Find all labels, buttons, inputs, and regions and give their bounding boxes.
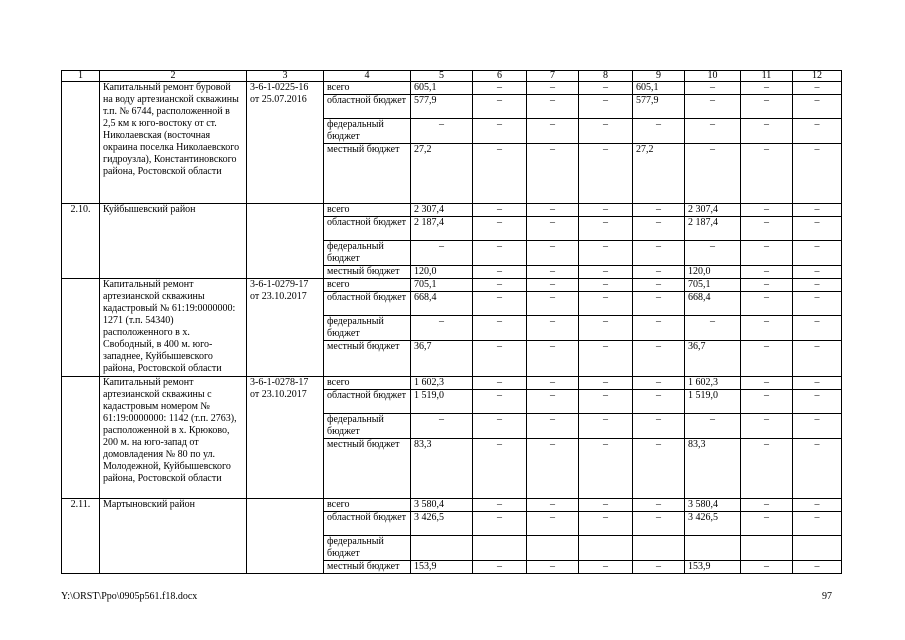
value-cell xyxy=(793,536,842,561)
header-cell: 2 xyxy=(100,71,247,82)
value-cell: – xyxy=(527,217,579,241)
header-cell: 11 xyxy=(741,71,793,82)
value-cell: 153,9 xyxy=(685,561,741,574)
value-cell: 2 307,4 xyxy=(411,204,473,217)
value-cell: 83,3 xyxy=(685,439,741,499)
row-number xyxy=(62,279,100,377)
value-cell: 27,2 xyxy=(633,144,685,204)
value-cell: – xyxy=(473,204,527,217)
value-cell: – xyxy=(793,390,842,414)
value-cell: 1 519,0 xyxy=(411,390,473,414)
value-cell: 36,7 xyxy=(685,341,741,377)
value-cell: – xyxy=(579,119,633,144)
value-cell: – xyxy=(793,341,842,377)
value-cell: – xyxy=(793,266,842,279)
value-cell: 83,3 xyxy=(411,439,473,499)
header-cell: 3 xyxy=(247,71,324,82)
value-cell xyxy=(527,536,579,561)
value-cell xyxy=(473,536,527,561)
value-cell: – xyxy=(793,377,842,390)
value-cell: – xyxy=(685,95,741,119)
funding-source-label: областной бюджет xyxy=(324,292,411,316)
document-code xyxy=(247,204,324,279)
value-cell: – xyxy=(473,144,527,204)
value-cell: – xyxy=(473,512,527,536)
value-cell: – xyxy=(473,119,527,144)
value-cell: – xyxy=(579,82,633,95)
header-cell: 6 xyxy=(473,71,527,82)
header-cell: 8 xyxy=(579,71,633,82)
value-cell: – xyxy=(741,204,793,217)
value-cell: – xyxy=(741,119,793,144)
value-cell: – xyxy=(579,561,633,574)
object-name: Капитальный ремонт артезианской скважины с кадастровым номером № 61:19:0000000: 1142 (т.п. 2763), расположенной в х. Крюково, 200 м. на юго-запад от домовладения № 80 по ул. Молодежной, Куйбышевского района, Ростовской области xyxy=(100,377,247,499)
value-cell: 27,2 xyxy=(411,144,473,204)
value-cell: – xyxy=(527,377,579,390)
value-cell: – xyxy=(793,241,842,266)
object-name: Капитальный ремонт артезианской скважины кадастровый № 61:19:0000000: 1271 (т.п. 54340) расположенного в х. Свободный, в 400 м. юго-западнее, Куйбышевского района, Ростовской области xyxy=(100,279,247,377)
value-cell: – xyxy=(527,316,579,341)
funding-source-label: областной бюджет xyxy=(324,95,411,119)
value-cell xyxy=(741,536,793,561)
value-cell: 153,9 xyxy=(411,561,473,574)
value-cell: – xyxy=(527,204,579,217)
row-number xyxy=(62,82,100,204)
footer-page-number: 97 xyxy=(822,591,832,602)
value-cell: 605,1 xyxy=(633,82,685,95)
value-cell: – xyxy=(527,390,579,414)
header-cell: 4 xyxy=(324,71,411,82)
table-row xyxy=(62,204,842,217)
value-cell: – xyxy=(579,95,633,119)
value-cell: – xyxy=(527,266,579,279)
value-cell: – xyxy=(579,217,633,241)
value-cell: 3 580,4 xyxy=(685,499,741,512)
value-cell: – xyxy=(579,292,633,316)
value-cell: – xyxy=(579,377,633,390)
value-cell: – xyxy=(473,499,527,512)
budget-table xyxy=(61,70,842,574)
value-cell: 668,4 xyxy=(411,292,473,316)
value-cell: 668,4 xyxy=(685,292,741,316)
value-cell: 577,9 xyxy=(633,95,685,119)
value-cell: – xyxy=(633,390,685,414)
value-cell: – xyxy=(527,341,579,377)
value-cell xyxy=(411,536,473,561)
value-cell: 705,1 xyxy=(685,279,741,292)
value-cell: – xyxy=(633,512,685,536)
value-cell: – xyxy=(527,512,579,536)
value-cell: – xyxy=(741,341,793,377)
value-cell: – xyxy=(527,95,579,119)
funding-source-label: местный бюджет xyxy=(324,561,411,574)
value-cell: – xyxy=(685,316,741,341)
value-cell: – xyxy=(473,292,527,316)
value-cell: – xyxy=(633,316,685,341)
value-cell: – xyxy=(685,414,741,439)
header-cell: 10 xyxy=(685,71,741,82)
value-cell: – xyxy=(473,82,527,95)
funding-source-label: федеральный бюджет xyxy=(324,414,411,439)
value-cell: – xyxy=(741,144,793,204)
value-cell: – xyxy=(473,341,527,377)
value-cell: – xyxy=(633,204,685,217)
value-cell: – xyxy=(633,414,685,439)
value-cell: – xyxy=(473,279,527,292)
value-cell xyxy=(579,536,633,561)
value-cell: 3 426,5 xyxy=(411,512,473,536)
value-cell: – xyxy=(741,390,793,414)
value-cell: – xyxy=(473,316,527,341)
value-cell: – xyxy=(579,341,633,377)
value-cell: – xyxy=(579,512,633,536)
value-cell: – xyxy=(793,82,842,95)
document-code: 3-6-1-0225-16 от 25.07.2016 xyxy=(247,82,324,204)
value-cell: – xyxy=(473,217,527,241)
value-cell: – xyxy=(685,119,741,144)
value-cell: – xyxy=(527,439,579,499)
value-cell: – xyxy=(793,414,842,439)
value-cell: – xyxy=(741,292,793,316)
value-cell: – xyxy=(473,414,527,439)
value-cell: – xyxy=(527,82,579,95)
value-cell: – xyxy=(527,241,579,266)
value-cell: – xyxy=(633,241,685,266)
value-cell: – xyxy=(473,561,527,574)
value-cell: 577,9 xyxy=(411,95,473,119)
value-cell: – xyxy=(741,561,793,574)
value-cell: – xyxy=(741,512,793,536)
value-cell: – xyxy=(741,217,793,241)
funding-source-label: всего xyxy=(324,499,411,512)
object-name: Куйбышевский район xyxy=(100,204,247,279)
header-cell: 9 xyxy=(633,71,685,82)
table-row xyxy=(62,82,842,95)
value-cell: – xyxy=(579,204,633,217)
value-cell: – xyxy=(633,499,685,512)
value-cell: 605,1 xyxy=(411,82,473,95)
value-cell: – xyxy=(579,144,633,204)
value-cell: 2 187,4 xyxy=(411,217,473,241)
table-row xyxy=(62,377,842,390)
value-cell: – xyxy=(633,292,685,316)
value-cell: 1 602,3 xyxy=(685,377,741,390)
value-cell: – xyxy=(527,292,579,316)
value-cell: 1 602,3 xyxy=(411,377,473,390)
value-cell: – xyxy=(633,119,685,144)
value-cell: – xyxy=(527,561,579,574)
table-row xyxy=(62,279,842,292)
value-cell: 2 307,4 xyxy=(685,204,741,217)
footer-file-path: Y:\ORST\Ppo\0905p561.f18.docx xyxy=(61,591,198,602)
funding-source-label: местный бюджет xyxy=(324,266,411,279)
value-cell: – xyxy=(741,279,793,292)
value-cell: – xyxy=(633,561,685,574)
value-cell: – xyxy=(741,95,793,119)
value-cell: – xyxy=(527,414,579,439)
funding-source-label: областной бюджет xyxy=(324,512,411,536)
value-cell: – xyxy=(793,292,842,316)
object-name: Капитальный ремонт буровой на воду артезианской скважины т.п. № 6744, расположенной в 2,5 км к юго-востоку от ст. Николаевская (восточная окраина поселка Николаевского гидроузла), Константиновского района, Ростовской области xyxy=(100,82,247,204)
value-cell: – xyxy=(793,499,842,512)
value-cell: – xyxy=(633,377,685,390)
value-cell: – xyxy=(685,82,741,95)
value-cell: – xyxy=(793,217,842,241)
funding-source-label: всего xyxy=(324,377,411,390)
funding-source-label: местный бюджет xyxy=(324,439,411,499)
object-name: Мартыновский район xyxy=(100,499,247,574)
funding-source-label: местный бюджет xyxy=(324,144,411,204)
value-cell: – xyxy=(741,414,793,439)
value-cell: – xyxy=(411,316,473,341)
value-cell: – xyxy=(741,241,793,266)
value-cell xyxy=(633,536,685,561)
value-cell: – xyxy=(579,414,633,439)
value-cell: 1 519,0 xyxy=(685,390,741,414)
value-cell: – xyxy=(473,390,527,414)
funding-source-label: областной бюджет xyxy=(324,390,411,414)
value-cell: 705,1 xyxy=(411,279,473,292)
funding-source-label: федеральный бюджет xyxy=(324,316,411,341)
value-cell: – xyxy=(633,266,685,279)
value-cell: – xyxy=(579,279,633,292)
document-code xyxy=(247,499,324,574)
row-number: 2.10. xyxy=(62,204,100,279)
row-number xyxy=(62,377,100,499)
value-cell: – xyxy=(633,341,685,377)
value-cell: – xyxy=(579,439,633,499)
value-cell: – xyxy=(473,95,527,119)
value-cell: – xyxy=(411,241,473,266)
value-cell: – xyxy=(793,95,842,119)
value-cell: – xyxy=(473,439,527,499)
value-cell: – xyxy=(579,390,633,414)
value-cell: – xyxy=(741,439,793,499)
value-cell: – xyxy=(793,512,842,536)
value-cell: – xyxy=(633,217,685,241)
value-cell: – xyxy=(685,144,741,204)
value-cell: – xyxy=(741,266,793,279)
value-cell: – xyxy=(473,241,527,266)
value-cell: 3 580,4 xyxy=(411,499,473,512)
value-cell: – xyxy=(793,119,842,144)
value-cell: – xyxy=(633,439,685,499)
header-row xyxy=(62,71,842,82)
value-cell: – xyxy=(793,144,842,204)
row-number: 2.11. xyxy=(62,499,100,574)
value-cell: – xyxy=(473,377,527,390)
value-cell: – xyxy=(473,266,527,279)
value-cell: 2 187,4 xyxy=(685,217,741,241)
funding-source-label: всего xyxy=(324,82,411,95)
value-cell: 120,0 xyxy=(685,266,741,279)
value-cell: – xyxy=(527,499,579,512)
value-cell: – xyxy=(793,204,842,217)
value-cell: – xyxy=(527,279,579,292)
funding-source-label: федеральный бюджет xyxy=(324,536,411,561)
funding-source-label: всего xyxy=(324,279,411,292)
header-cell: 12 xyxy=(793,71,842,82)
value-cell: – xyxy=(793,316,842,341)
value-cell xyxy=(685,536,741,561)
value-cell: – xyxy=(527,144,579,204)
value-cell: – xyxy=(411,119,473,144)
value-cell: 3 426,5 xyxy=(685,512,741,536)
funding-source-label: местный бюджет xyxy=(324,341,411,377)
value-cell: – xyxy=(633,279,685,292)
value-cell: – xyxy=(793,561,842,574)
value-cell: – xyxy=(579,266,633,279)
value-cell: – xyxy=(527,119,579,144)
value-cell: – xyxy=(579,499,633,512)
value-cell: – xyxy=(579,316,633,341)
value-cell: – xyxy=(741,82,793,95)
value-cell: – xyxy=(685,241,741,266)
value-cell: – xyxy=(741,499,793,512)
value-cell: – xyxy=(793,439,842,499)
header-cell: 1 xyxy=(62,71,100,82)
table-row xyxy=(62,499,842,512)
value-cell: 36,7 xyxy=(411,341,473,377)
funding-source-label: всего xyxy=(324,204,411,217)
value-cell: – xyxy=(741,377,793,390)
funding-source-label: федеральный бюджет xyxy=(324,241,411,266)
header-cell: 7 xyxy=(527,71,579,82)
funding-source-label: областной бюджет xyxy=(324,217,411,241)
value-cell: – xyxy=(793,279,842,292)
value-cell: – xyxy=(741,316,793,341)
funding-source-label: федеральный бюджет xyxy=(324,119,411,144)
value-cell: – xyxy=(579,241,633,266)
value-cell: – xyxy=(411,414,473,439)
document-code: 3-6-1-0278-17 от 23.10.2017 xyxy=(247,377,324,499)
document-code: 3-6-1-0279-17 от 23.10.2017 xyxy=(247,279,324,377)
value-cell: 120,0 xyxy=(411,266,473,279)
header-cell: 5 xyxy=(411,71,473,82)
